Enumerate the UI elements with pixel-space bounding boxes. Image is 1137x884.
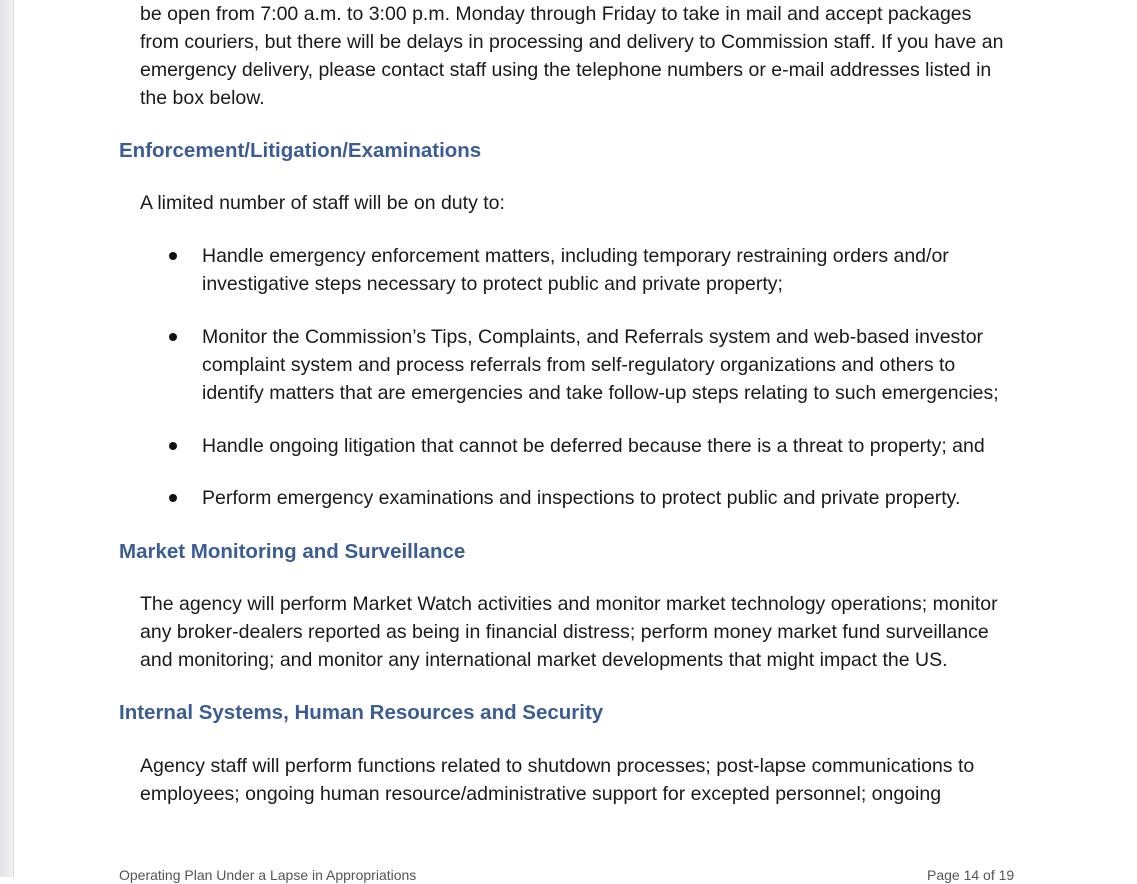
heading-enforcement: Enforcement/Litigation/Examinations: [119, 139, 482, 162]
enforcement-bullet-3: [202, 432, 1102, 460]
intro-line-4: the box below.: [140, 87, 265, 109]
page-left-edge: [0, 0, 14, 877]
market-paragraph: [140, 590, 1100, 674]
bullet-1-line-1: Handle emergency enforcement matters, including temporary restraining orders and/or: [202, 245, 949, 267]
bullet-1-line-2: investigative steps necessary to protect public and private property;: [202, 273, 783, 295]
bullet-2-line-3: identify matters that are emergencies and take follow-up steps relating to such emergencies;: [202, 382, 999, 404]
footer-left: Operating Plan Under a Lapse in Appropriations: [119, 867, 417, 883]
enforcement-bullet-2: [202, 323, 1102, 407]
internal-line-1: Agency staff will perform functions related to shutdown processes; post-lapse communications to: [140, 755, 975, 777]
bullet-2-line-2: complaint system and process referrals from self-regulatory organizations and others to: [202, 354, 956, 376]
enforcement-bullet-1: [202, 242, 1102, 298]
bullet-2-line-1: Monitor the Commission’s Tips, Complaints, and Referrals system and web-based investor: [202, 326, 984, 348]
bullet-4-line-1: Perform emergency examinations and inspections to protect public and private property.: [202, 487, 961, 509]
bullet-3-line-1: Handle ongoing litigation that cannot be deferred because there is a threat to property; and: [202, 435, 985, 457]
market-line-3: and monitoring; and monitor any international market developments that might impact the US.: [140, 649, 948, 671]
footer-page-number: Page 14 of 19: [927, 867, 1015, 883]
intro-line-3: emergency delivery, please contact staff using the telephone numbers or e-mail addresses listed in: [140, 59, 992, 81]
intro-paragraph: [140, 0, 1100, 112]
enforcement-intro: A limited number of staff will be on duty to:: [140, 192, 505, 214]
heading-market: Market Monitoring and Surveillance: [119, 540, 466, 563]
internal-paragraph: [140, 752, 1100, 808]
heading-internal: Internal Systems, Human Resources and Security: [119, 701, 604, 724]
intro-line-2: from couriers, but there will be delays in processing and delivery to Commission staff. If you have an: [140, 31, 1004, 53]
internal-line-2: employees; ongoing human resource/administrative support for excepted personnel; ongoing: [140, 783, 942, 805]
market-line-2: any broker-dealers reported as being in financial distress; perform money market fund surveillance: [140, 621, 989, 643]
market-line-1: The agency will perform Market Watch activities and monitor market technology operations; monitor: [140, 593, 998, 615]
intro-line-1: be open from 7:00 a.m. to 3:00 p.m. Monday through Friday to take in mail and accept packages: [140, 3, 972, 25]
enforcement-bullet-4: [202, 484, 1102, 512]
